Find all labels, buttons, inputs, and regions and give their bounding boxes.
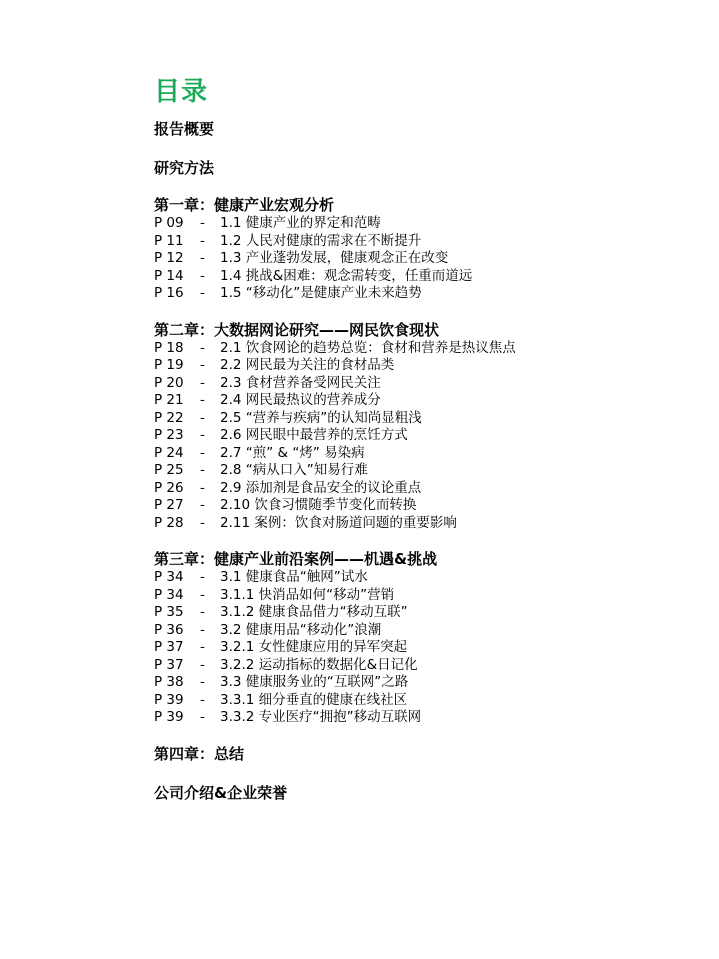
entry-page-number: P 09	[154, 215, 184, 231]
toc-entry	[154, 480, 694, 498]
entry-page-number: P 23	[154, 427, 184, 443]
toc-section-methodology: 研究方法	[154, 159, 215, 177]
chapter-heading: 第一章：健康产业宏观分析	[154, 196, 335, 214]
entry-title: 1.4 挑战&困难：观念需转变，任重而道远	[220, 267, 473, 284]
toc-entry	[154, 340, 694, 358]
entry-page-number: P 34	[154, 569, 184, 585]
entry-title: 3.1 健康食品“触网”试水	[220, 569, 368, 585]
entry-separator: -	[200, 604, 205, 620]
toc-entry	[154, 250, 694, 268]
entry-separator: -	[200, 709, 205, 725]
toc-entry	[154, 587, 694, 605]
entry-title: 2.4 网民最热议的营养成分	[220, 392, 381, 408]
toc-chapter	[154, 196, 694, 303]
toc-entry	[154, 657, 694, 675]
entry-title: 3.2 健康用品“移动化”浪潮	[220, 621, 382, 638]
entry-page-number: P 38	[154, 674, 184, 690]
entry-title: 2.5 “营养与疾病”的认知尚显粗浅	[220, 409, 422, 426]
entry-separator: -	[200, 409, 205, 426]
entry-separator: -	[200, 232, 205, 249]
toc-entry	[154, 427, 694, 445]
toc-entry	[154, 445, 694, 463]
entry-title: 2.8 “病从口入”知易行难	[220, 462, 368, 478]
entry-separator: -	[200, 674, 205, 690]
toc-entry	[154, 709, 694, 727]
entry-separator: -	[200, 267, 205, 284]
toc-entry	[154, 268, 694, 286]
toc-chapters	[154, 196, 694, 727]
entry-title: 2.6 网民眼中最营养的烹饪方式	[220, 427, 408, 443]
toc-entry	[154, 462, 694, 480]
entry-title: 3.3 健康服务业的“互联网”之路	[220, 674, 409, 690]
table-of-contents	[154, 74, 694, 823]
entry-separator: -	[200, 479, 205, 496]
toc-entry	[154, 622, 694, 640]
entry-title: 2.7 “煎” & “烤” 易染病	[220, 444, 365, 461]
toc-entry	[154, 569, 694, 587]
entry-separator: -	[200, 374, 205, 391]
entry-separator: -	[200, 357, 205, 373]
entry-page-number: P 24	[154, 444, 184, 461]
entry-page-number: P 11	[154, 232, 184, 249]
entry-title: 3.1.2 健康食品借力“移动互联”	[220, 604, 408, 620]
entry-title: 1.2 人民对健康的需求在不断提升	[220, 232, 422, 249]
entry-page-number: P 21	[154, 392, 184, 408]
toc-entry	[154, 639, 694, 657]
chapter-heading: 第三章：健康产业前沿案例——机遇&挑战	[154, 550, 438, 568]
toc-entry	[154, 215, 694, 233]
entry-page-number: P 19	[154, 357, 184, 373]
entry-title: 3.1.1 快消品如何“移动”营销	[220, 586, 395, 603]
entry-page-number: P 27	[154, 497, 184, 513]
entry-title: 1.1 健康产业的界定和范畴	[220, 215, 381, 231]
entry-page-number: P 26	[154, 479, 184, 496]
entry-separator: -	[200, 444, 205, 461]
entry-separator: -	[200, 497, 205, 513]
toc-entry	[154, 604, 694, 622]
entry-separator: -	[200, 462, 205, 478]
entry-separator: -	[200, 339, 205, 356]
entry-separator: -	[200, 514, 205, 531]
entry-title: 2.10 饮食习惯随季节变化而转换	[220, 497, 417, 513]
entry-page-number: P 22	[154, 409, 184, 426]
entry-title: 2.2 网民最为关注的食材品类	[220, 357, 395, 373]
entry-title: 2.3 食材营养备受网民关注	[220, 374, 381, 391]
entry-separator: -	[200, 621, 205, 638]
entry-page-number: P 39	[154, 709, 184, 725]
toc-entry	[154, 392, 694, 410]
entry-page-number: P 25	[154, 462, 184, 478]
entry-title: 3.3.1 细分垂直的健康在线社区	[220, 691, 408, 708]
entry-separator: -	[200, 215, 205, 231]
toc-entry	[154, 497, 694, 515]
entry-page-number: P 18	[154, 339, 184, 356]
entry-page-number: P 34	[154, 586, 184, 603]
entry-title: 3.2.1 女性健康应用的异军突起	[220, 639, 408, 655]
toc-section-company: 公司介绍&企业荣誉	[154, 783, 288, 802]
entry-title: 2.11 案例：饮食对肠道问题的重要影响	[220, 514, 457, 531]
toc-entry	[154, 233, 694, 251]
toc-entry	[154, 674, 694, 692]
entry-page-number: P 20	[154, 374, 184, 391]
entry-title: 3.2.2 运动指标的数据化&日记化	[220, 656, 418, 673]
entry-page-number: P 36	[154, 621, 184, 638]
entry-page-number: P 14	[154, 267, 184, 284]
toc-entry	[154, 410, 694, 428]
entry-page-number: P 39	[154, 691, 184, 708]
entry-separator: -	[200, 569, 205, 585]
entry-page-number: P 12	[154, 250, 184, 266]
entry-title: 3.3.2 专业医疗“拥抱”移动互联网	[220, 709, 422, 725]
entry-page-number: P 37	[154, 656, 184, 673]
entry-page-number: P 16	[154, 285, 184, 301]
toc-entry	[154, 285, 694, 303]
toc-entry	[154, 375, 694, 393]
toc-section-summary: 报告概要	[154, 120, 215, 138]
entry-separator: -	[200, 656, 205, 673]
entry-separator: -	[200, 427, 205, 443]
entry-title: 2.9 添加剂是食品安全的议论重点	[220, 479, 422, 496]
toc-entry	[154, 515, 694, 533]
toc-title: 目录	[154, 77, 209, 107]
toc-entry	[154, 357, 694, 375]
toc-section-chapter-4: 第四章：总结	[154, 744, 245, 763]
toc-chapter	[154, 321, 694, 533]
entry-title: 1.5 “移动化”是健康产业未来趋势	[220, 285, 422, 301]
entry-page-number: P 37	[154, 639, 184, 655]
entry-separator: -	[200, 250, 205, 266]
entry-separator: -	[200, 639, 205, 655]
toc-chapter	[154, 550, 694, 727]
entry-separator: -	[200, 691, 205, 708]
entry-separator: -	[200, 392, 205, 408]
entry-separator: -	[200, 586, 205, 603]
entry-separator: -	[200, 285, 205, 301]
chapter-heading: 第二章：大数据网论研究——网民饮食现状	[154, 320, 440, 339]
toc-entry	[154, 692, 694, 710]
entry-title: 2.1 饮食网论的趋势总览：食材和营养是热议焦点	[220, 339, 516, 356]
entry-page-number: P 28	[154, 514, 184, 531]
entry-title: 1.3 产业蓬勃发展，健康观念正在改变	[220, 250, 449, 266]
entry-page-number: P 35	[154, 604, 184, 620]
